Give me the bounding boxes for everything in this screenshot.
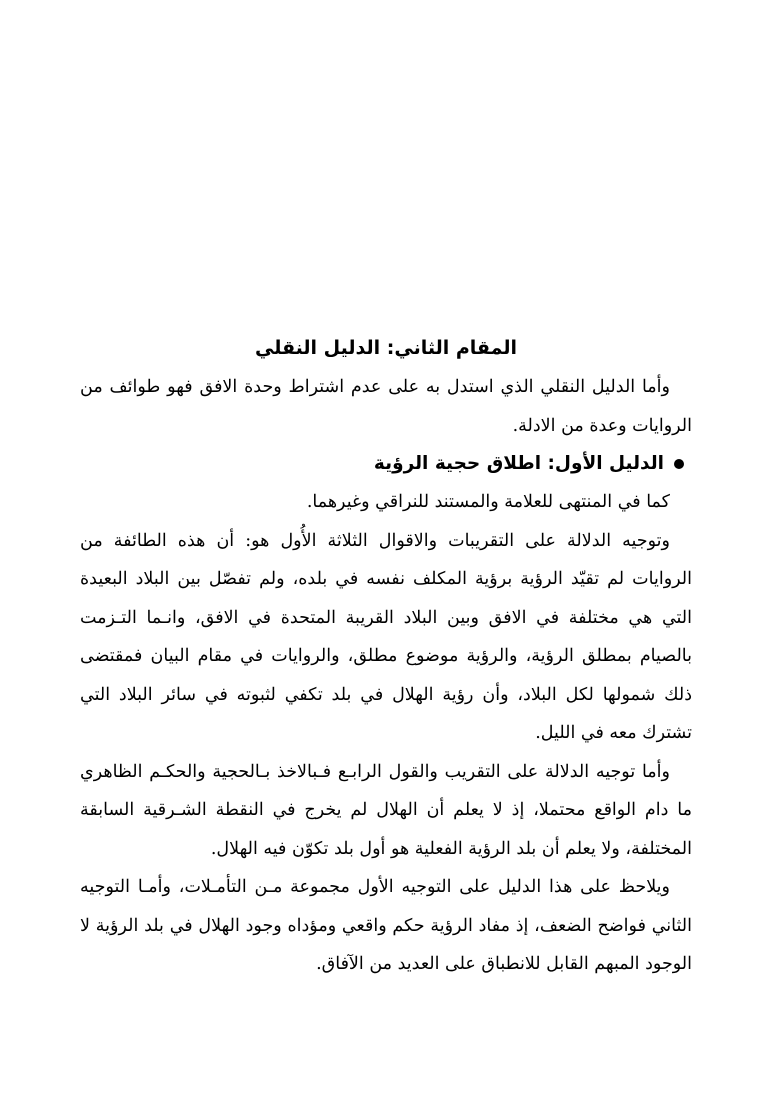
- sources-paragraph: كما في المنتهى للعلامة والمستند للنراقي وغيرهما.: [306, 492, 670, 512]
- paragraph-3: ويلاحظ على هذا الدليل على التوجيه الأول مجموعة مـن التأمـلات، وأمـا التوجيه الثاني فواضح الضعف، إذ مفاد الرؤية حكم واقعي ومؤداه وجود الهلال في بلد الرؤية لا الوجود المبهم القابل للانطباق على العديد من الآفاق.: [80, 877, 692, 974]
- bullet-icon: [674, 459, 684, 469]
- first-proof-heading: [80, 445, 692, 483]
- intro-paragraph: وأما الدليل النقلي الذي استدل به على عدم اشتراط وحدة الافق فهو طوائف من الروايات وعدة من الادلة.: [80, 377, 692, 436]
- paragraph-1: وتوجيه الدلالة على التقريبات والاقوال الثلاثة الأُول هو: أن هذه الطائفة من الروايات لم تقيّد الرؤية برؤية المكلف نفسه في بلده، ولم تفصّل بين البلاد البعيدة التي هي مختلفة في الافق وبين البلاد القريبة المتحدة في الافق، وانـما التـزمت بالصيام بمطلق الرؤية، والرؤية موضوع مطلق، والروايات في مقام البيان فمقتضى ذلك شمولها لكل البلاد، وأن رؤية الهلال في بلد تكفي لثبوته في سائر البلاد التي تشترك معه في الليل.: [80, 530, 692, 743]
- section-title: المقام الثاني: الدليل النقلي: [255, 337, 517, 359]
- page-content: [80, 330, 692, 984]
- paragraph-2: وأما توجيه الدلالة على التقريب والقول الرابـع فـبالاخذ بـالحجية والحكـم الظاهري ما دام الواقع محتملا، إذ لا يعلم أن الهلال لم يخرج في النقطة الشـرقية السابقة المختلفة، ولا يعلم أن بلد الرؤية الفعلية هو أول بلد تكوّن فيه الهلال.: [80, 761, 692, 859]
- first-proof-heading-text: الدليل الأول: اطلاق حجية الرؤية: [373, 453, 664, 474]
